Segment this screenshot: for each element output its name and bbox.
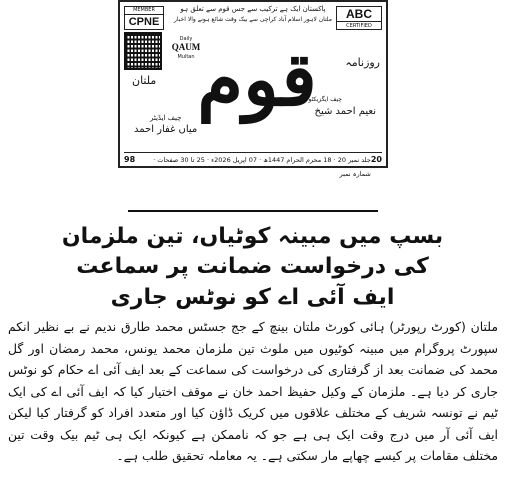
abc-certified-label: CERTIFIED (337, 21, 381, 30)
roznama-label: روزنامہ (345, 56, 380, 69)
cpne-member-label: MEMBER (125, 7, 163, 15)
headline-line-1: بسپ میں مبینہ کوٹیاں، تین ملزمان (61, 224, 444, 249)
dateline (124, 152, 382, 178)
masthead-tagline: پاکستان ایک ہے ترکیب سے جس قوم سے تعلق ہو (180, 5, 326, 13)
cpne-member-badge (124, 6, 164, 30)
page-count: 98 (124, 155, 136, 164)
founder-name: نعیم احمد شیخ (314, 106, 376, 117)
dateline-text: جلد نمبر 20 · 18 محرم الحرام 1447ھ · 07 اپریل 2026ء · 25 تا 30 صفحات · شمارہ نمبر (153, 156, 371, 178)
issue-number: 20 (370, 155, 382, 164)
chief-editor-label: چیف ایڈیٹر (150, 114, 182, 122)
daily-label: Daily (179, 36, 193, 42)
abc-certified-badge (336, 6, 382, 30)
headline-line-2: کی درخواست ضمانت پر سماعت (76, 254, 429, 279)
city-label: ملتان (132, 74, 157, 87)
masthead-subtagline: ملتان لاہور اسلام آباد کراچی سے بیک وقت شائع ہونے والا اخبار (174, 16, 332, 23)
article-paragraph: ملتان (کورٹ رپورٹر) ہائی کورٹ ملتان بینچ کے جج جسٹس محمد طارق ندیم نے بے نظیر انکم سپورٹ پروگرام میں مبینہ کوٹیوں میں ملوث تین ملزمان محمد یونس، محمد رمضان اور گل محمد کی ضمانت بعد از گرفتاری کی درخواست کی سماعت کے بعد ایف آئی اے حکام کو نوٹس جاری کر دیا ہے۔ ملزمان کے وکیل حفیظ احمد خان نے موقف اختیار کیا کہ ایف آئی اے کی ایک ٹیم نے تونسہ شریف کے مختلف علاقوں میں کریک ڈاؤن کیا اور متعدد افراد کو گرفتار کیا لیکن ایف آئی آر میں درج وقت ایک ہی ہے جو کہ ناممکن ہے کیونکہ ایک ہی ٹیم بیک وقت تین مختلف مقامات پر کیسے چھاپے مار سکتی ہے۔ یہ معاملہ تحقیق طلب ہے۔ (8, 319, 498, 463)
abc-label: ABC (346, 7, 372, 21)
newspaper-logo: قوم (197, 37, 317, 123)
cpne-label: CPNE (128, 16, 160, 28)
chief-editor-name: میاں غفار احمد (134, 124, 198, 135)
headline-divider (128, 210, 378, 212)
english-title: QAUM (171, 42, 201, 52)
article-body (8, 316, 498, 467)
newspaper-masthead (118, 0, 388, 178)
founder-label: چیف ایگزیکٹو (308, 96, 342, 103)
headline-line-3: ایف آئی اے کو نوٹس جاری (110, 285, 395, 310)
qr-code-icon (124, 32, 162, 70)
english-city: Multan (177, 54, 195, 60)
